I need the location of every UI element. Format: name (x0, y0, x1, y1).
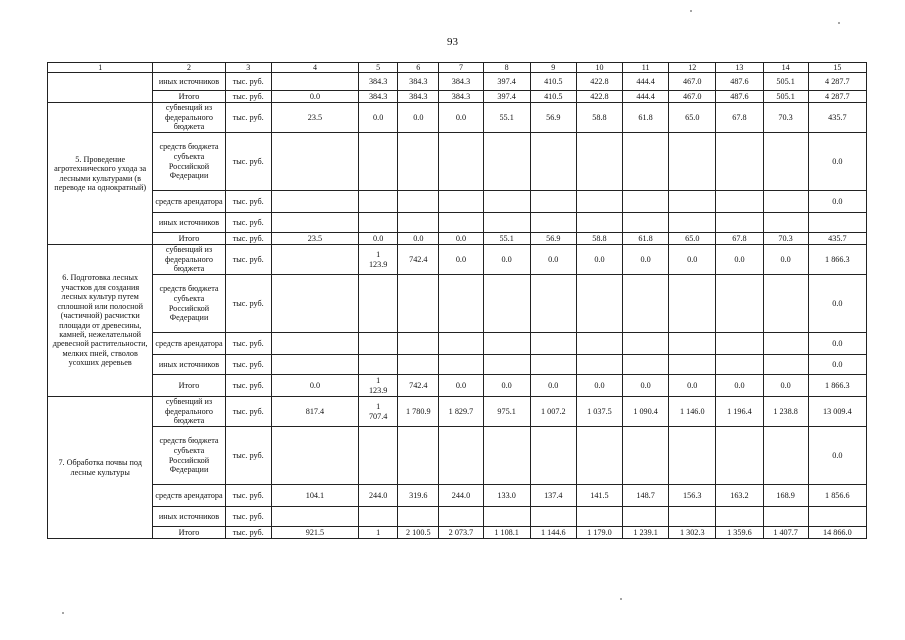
value-cell: 384.3 (359, 91, 398, 103)
value-cell: 0.0 (808, 333, 866, 355)
table-row (48, 397, 867, 427)
value-cell (576, 275, 622, 333)
value-cell: 14 866.0 (808, 527, 866, 539)
value-cell: 319.6 (398, 485, 439, 507)
table-row (48, 275, 867, 333)
value-cell (623, 507, 669, 527)
value-cell: 1 123.9 (359, 245, 398, 275)
funding-source: субвенций из федерального бюджета (153, 245, 225, 275)
value-cell: 0.0 (439, 103, 483, 133)
value-cell: 58.8 (576, 103, 622, 133)
value-cell: 410.5 (530, 91, 576, 103)
value-cell: 742.4 (398, 245, 439, 275)
value-cell (576, 133, 622, 191)
table-row (48, 245, 867, 275)
value-cell: 56.9 (530, 103, 576, 133)
value-cell (439, 427, 483, 485)
value-cell: 0.0 (439, 233, 483, 245)
value-cell: 0.0 (530, 375, 576, 397)
value-cell: 1 407.7 (763, 527, 808, 539)
value-cell (359, 355, 398, 375)
table-row (48, 333, 867, 355)
table-row (48, 191, 867, 213)
value-cell (530, 191, 576, 213)
value-cell (576, 427, 622, 485)
unit-cell: тыс. руб. (225, 427, 271, 485)
activity-name: 7. Обработка почвы под лесные культуры (48, 397, 153, 539)
value-cell (398, 333, 439, 355)
value-cell: 244.0 (439, 485, 483, 507)
value-cell: 0.0 (623, 375, 669, 397)
unit-cell: тыс. руб. (225, 333, 271, 355)
funding-source: Итого (153, 233, 225, 245)
unit-cell: тыс. руб. (225, 133, 271, 191)
value-cell (763, 507, 808, 527)
value-cell: 435.7 (808, 233, 866, 245)
value-cell: 444.4 (623, 91, 669, 103)
funding-source: иных источников (153, 355, 225, 375)
scan-speck (690, 10, 692, 12)
funding-source: субвенций из федерального бюджета (153, 103, 225, 133)
scan-speck (620, 598, 622, 600)
value-cell (271, 427, 358, 485)
value-cell (439, 507, 483, 527)
value-cell: 1 090.4 (623, 397, 669, 427)
funding-source: средств бюджета субъекта Российской Федерации (153, 133, 225, 191)
value-cell: 65.0 (669, 233, 716, 245)
value-cell (483, 213, 530, 233)
value-cell (359, 507, 398, 527)
value-cell: 137.4 (530, 485, 576, 507)
value-cell: 56.9 (530, 233, 576, 245)
value-cell: 505.1 (763, 91, 808, 103)
value-cell (669, 355, 716, 375)
value-cell: 384.3 (398, 91, 439, 103)
table-row (48, 527, 867, 539)
table-row (48, 91, 867, 103)
value-cell: 4 287.7 (808, 91, 866, 103)
column-number: 2 (153, 63, 225, 73)
column-number: 10 (576, 63, 622, 73)
value-cell: 487.6 (716, 91, 763, 103)
value-cell (398, 275, 439, 333)
value-cell (483, 133, 530, 191)
column-number: 8 (483, 63, 530, 73)
value-cell (623, 427, 669, 485)
value-cell: 70.3 (763, 103, 808, 133)
column-number: 15 (808, 63, 866, 73)
value-cell (359, 333, 398, 355)
value-cell: 1 302.3 (669, 527, 716, 539)
value-cell (763, 191, 808, 213)
value-cell: 0.0 (359, 233, 398, 245)
value-cell: 156.3 (669, 485, 716, 507)
value-cell: 0.0 (763, 245, 808, 275)
funding-source: иных источников (153, 213, 225, 233)
value-cell: 397.4 (483, 73, 530, 91)
unit-cell: тыс. руб. (225, 375, 271, 397)
value-cell: 23.5 (271, 233, 358, 245)
funding-source: средств бюджета субъекта Российской Федерации (153, 275, 225, 333)
value-cell (271, 191, 358, 213)
value-cell (271, 507, 358, 527)
table-row (48, 375, 867, 397)
value-cell (483, 333, 530, 355)
table-row (48, 485, 867, 507)
value-cell: 65.0 (669, 103, 716, 133)
value-cell (483, 427, 530, 485)
value-cell (398, 507, 439, 527)
value-cell (763, 275, 808, 333)
value-cell: 0.0 (439, 375, 483, 397)
value-cell: 410.5 (530, 73, 576, 91)
table-row (48, 355, 867, 375)
value-cell (271, 73, 358, 91)
funding-source: иных источников (153, 73, 225, 91)
value-cell (530, 333, 576, 355)
value-cell: 0.0 (808, 355, 866, 375)
value-cell: 0.0 (808, 427, 866, 485)
value-cell: 2 100.5 (398, 527, 439, 539)
value-cell: 817.4 (271, 397, 358, 427)
table-row (48, 213, 867, 233)
value-cell: 422.8 (576, 73, 622, 91)
table-row (48, 507, 867, 527)
value-cell (439, 275, 483, 333)
value-cell: 4 287.7 (808, 73, 866, 91)
value-cell (576, 191, 622, 213)
value-cell: 384.3 (439, 91, 483, 103)
value-cell (716, 133, 763, 191)
value-cell: 0.0 (359, 103, 398, 133)
value-cell: 384.3 (398, 73, 439, 91)
value-cell (439, 191, 483, 213)
value-cell: 70.3 (763, 233, 808, 245)
unit-cell: тыс. руб. (225, 355, 271, 375)
value-cell: 58.8 (576, 233, 622, 245)
value-cell (398, 355, 439, 375)
value-cell: 55.1 (483, 233, 530, 245)
value-cell: 67.8 (716, 233, 763, 245)
value-cell (439, 333, 483, 355)
value-cell: 1 359.6 (716, 527, 763, 539)
table-row (48, 103, 867, 133)
value-cell: 422.8 (576, 91, 622, 103)
page-number: 93 (447, 36, 458, 48)
value-cell: 0.0 (576, 375, 622, 397)
table-row (48, 233, 867, 245)
value-cell (483, 191, 530, 213)
value-cell (623, 355, 669, 375)
value-cell (359, 191, 398, 213)
unit-cell: тыс. руб. (225, 527, 271, 539)
funding-source: средств арендатора (153, 191, 225, 213)
value-cell (483, 355, 530, 375)
value-cell: 163.2 (716, 485, 763, 507)
value-cell: 0.0 (576, 245, 622, 275)
budget-table (47, 62, 867, 539)
value-cell (576, 213, 622, 233)
value-cell (716, 191, 763, 213)
value-cell (359, 213, 398, 233)
value-cell (271, 333, 358, 355)
value-cell (439, 213, 483, 233)
funding-source: иных источников (153, 507, 225, 527)
value-cell (623, 333, 669, 355)
value-cell (623, 275, 669, 333)
column-number: 7 (439, 63, 483, 73)
column-number: 5 (359, 63, 398, 73)
column-number: 14 (763, 63, 808, 73)
value-cell: 0.0 (808, 133, 866, 191)
value-cell: 0.0 (716, 375, 763, 397)
value-cell: 0.0 (808, 191, 866, 213)
column-number: 13 (716, 63, 763, 73)
value-cell (763, 355, 808, 375)
value-cell: 244.0 (359, 485, 398, 507)
value-cell: 1 007.2 (530, 397, 576, 427)
value-cell: 1 238.8 (763, 397, 808, 427)
value-cell: 61.8 (623, 103, 669, 133)
value-cell: 23.5 (271, 103, 358, 133)
column-number: 11 (623, 63, 669, 73)
value-cell: 1 123.9 (359, 375, 398, 397)
value-cell: 384.3 (439, 73, 483, 91)
unit-cell: тыс. руб. (225, 233, 271, 245)
value-cell (669, 275, 716, 333)
value-cell: 0.0 (623, 245, 669, 275)
value-cell (271, 355, 358, 375)
value-cell (716, 213, 763, 233)
funding-source: Итого (153, 91, 225, 103)
value-cell (483, 275, 530, 333)
value-cell: 975.1 (483, 397, 530, 427)
value-cell: 435.7 (808, 103, 866, 133)
value-cell: 0.0 (271, 91, 358, 103)
value-cell (398, 213, 439, 233)
funding-source: Итого (153, 375, 225, 397)
value-cell: 0.0 (398, 103, 439, 133)
value-cell: 467.0 (669, 91, 716, 103)
value-cell (271, 275, 358, 333)
unit-cell: тыс. руб. (225, 275, 271, 333)
header-row (48, 63, 867, 73)
funding-source: субвенций из федерального бюджета (153, 397, 225, 427)
column-number: 9 (530, 63, 576, 73)
column-number: 6 (398, 63, 439, 73)
value-cell: 1 866.3 (808, 245, 866, 275)
column-number: 1 (48, 63, 153, 73)
value-cell (530, 213, 576, 233)
value-cell: 1 856.6 (808, 485, 866, 507)
value-cell: 1 108.1 (483, 527, 530, 539)
column-number: 12 (669, 63, 716, 73)
unit-cell: тыс. руб. (225, 103, 271, 133)
value-cell (398, 133, 439, 191)
value-cell (669, 213, 716, 233)
value-cell: 921.5 (271, 527, 358, 539)
value-cell: 0.0 (808, 275, 866, 333)
value-cell (763, 333, 808, 355)
value-cell (530, 133, 576, 191)
value-cell (398, 191, 439, 213)
funding-source: Итого (153, 527, 225, 539)
value-cell (576, 333, 622, 355)
funding-source: средств арендатора (153, 333, 225, 355)
activity-name (48, 73, 153, 103)
value-cell: 444.4 (623, 73, 669, 91)
value-cell: 0.0 (763, 375, 808, 397)
value-cell (623, 133, 669, 191)
value-cell (530, 427, 576, 485)
value-cell (669, 133, 716, 191)
value-cell (669, 507, 716, 527)
value-cell: 168.9 (763, 485, 808, 507)
value-cell: 104.1 (271, 485, 358, 507)
value-cell (530, 355, 576, 375)
value-cell (530, 275, 576, 333)
value-cell: 1 829.7 (439, 397, 483, 427)
value-cell (763, 133, 808, 191)
value-cell: 141.5 (576, 485, 622, 507)
value-cell: 1 146.0 (669, 397, 716, 427)
value-cell: 1 196.4 (716, 397, 763, 427)
value-cell: 1 144.6 (530, 527, 576, 539)
value-cell (576, 355, 622, 375)
scan-speck (838, 22, 840, 24)
value-cell: 1 239.1 (623, 527, 669, 539)
value-cell: 13 009.4 (808, 397, 866, 427)
value-cell: 0.0 (716, 245, 763, 275)
value-cell (483, 507, 530, 527)
value-cell (623, 213, 669, 233)
value-cell: 0.0 (483, 245, 530, 275)
scan-speck (62, 612, 64, 614)
value-cell (716, 275, 763, 333)
value-cell (808, 213, 866, 233)
value-cell (808, 507, 866, 527)
unit-cell: тыс. руб. (225, 73, 271, 91)
value-cell: 133.0 (483, 485, 530, 507)
value-cell: 467.0 (669, 73, 716, 91)
value-cell (271, 213, 358, 233)
column-number: 4 (271, 63, 358, 73)
value-cell (439, 133, 483, 191)
value-cell: 505.1 (763, 73, 808, 91)
unit-cell: тыс. руб. (225, 397, 271, 427)
value-cell: 0.0 (271, 375, 358, 397)
value-cell (623, 191, 669, 213)
unit-cell: тыс. руб. (225, 191, 271, 213)
table-row (48, 73, 867, 91)
activity-name: 5. Проведение агротехнического ухода за лесными культурами (в переводе на однократный) (48, 103, 153, 245)
value-cell (763, 213, 808, 233)
unit-cell: тыс. руб. (225, 213, 271, 233)
table-row (48, 427, 867, 485)
value-cell (669, 427, 716, 485)
value-cell (530, 507, 576, 527)
value-cell: 397.4 (483, 91, 530, 103)
value-cell (716, 333, 763, 355)
value-cell (716, 507, 763, 527)
value-cell: 2 073.7 (439, 527, 483, 539)
unit-cell: тыс. руб. (225, 245, 271, 275)
value-cell: 1 (359, 527, 398, 539)
value-cell (669, 333, 716, 355)
value-cell (398, 427, 439, 485)
value-cell (439, 355, 483, 375)
value-cell (716, 355, 763, 375)
value-cell: 0.0 (530, 245, 576, 275)
value-cell: 742.4 (398, 375, 439, 397)
value-cell (359, 427, 398, 485)
value-cell: 384.3 (359, 73, 398, 91)
value-cell: 1 707.4 (359, 397, 398, 427)
value-cell (763, 427, 808, 485)
value-cell: 1 179.0 (576, 527, 622, 539)
unit-cell: тыс. руб. (225, 485, 271, 507)
value-cell: 1 866.3 (808, 375, 866, 397)
value-cell: 0.0 (669, 375, 716, 397)
value-cell: 1 780.9 (398, 397, 439, 427)
value-cell: 148.7 (623, 485, 669, 507)
unit-cell: тыс. руб. (225, 91, 271, 103)
value-cell: 0.0 (669, 245, 716, 275)
value-cell: 0.0 (398, 233, 439, 245)
value-cell: 61.8 (623, 233, 669, 245)
activity-name: 6. Подготовка лесных участков для создания лесных культур путем сплошной или полосной (частичной) расчистки площади от древесины, камней, нежелательной древесной растительности, мелких пней, стволов усохших деревьев (48, 245, 153, 397)
value-cell (271, 245, 358, 275)
column-number: 3 (225, 63, 271, 73)
funding-source: средств арендатора (153, 485, 225, 507)
value-cell (271, 133, 358, 191)
value-cell: 55.1 (483, 103, 530, 133)
value-cell (359, 133, 398, 191)
value-cell (669, 191, 716, 213)
value-cell: 487.6 (716, 73, 763, 91)
value-cell: 0.0 (483, 375, 530, 397)
table-row (48, 133, 867, 191)
value-cell: 67.8 (716, 103, 763, 133)
value-cell (359, 275, 398, 333)
funding-source: средств бюджета субъекта Российской Федерации (153, 427, 225, 485)
unit-cell: тыс. руб. (225, 507, 271, 527)
value-cell: 1 037.5 (576, 397, 622, 427)
value-cell (576, 507, 622, 527)
value-cell: 0.0 (439, 245, 483, 275)
value-cell (716, 427, 763, 485)
